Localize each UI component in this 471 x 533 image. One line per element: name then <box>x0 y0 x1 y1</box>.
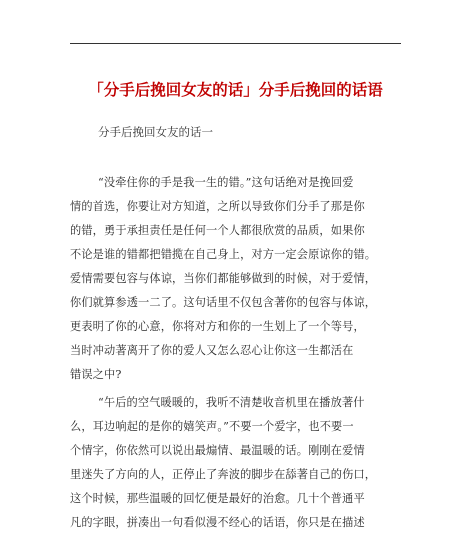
paragraph-line: 凡的字眼，拼凑出一句看似漫不经心的话语，你只是在描述 <box>70 516 365 529</box>
paragraph-line: “没牵住你的手是我一生的错。”这句话绝对是挽回爱 <box>98 176 354 189</box>
paragraph-line: 错误之中? <box>70 368 122 381</box>
page-title: 「分手后挽回女友的话」分手后挽回的话语 <box>88 81 383 99</box>
paragraph-line: 你们就算参透一二了。这句话里不仅包含著你的包容与体谅， <box>70 296 377 309</box>
paragraph-line: 么，耳边响起的是你的嬉笑声。”不要一个爱字，也不要一 <box>70 420 354 433</box>
paragraph-line: 的错，勇于承担责任是任何一个人都很欣赏的品质，如果你 <box>70 224 365 237</box>
paragraph-line: 个情字，你依然可以说出最煽情、最温暖的话。刚刚在爱情 <box>70 444 365 457</box>
paragraph-line: 情的首选，你要让对方知道，之所以导致你们分手了那是你 <box>70 200 365 213</box>
paragraph-line: 不论是谁的错都把错揽在自己身上，对方一定会原谅你的错。 <box>70 248 377 261</box>
paragraph-line: 当时冲动著离开了你的爱人又怎么忍心让你这一生都活在 <box>70 344 354 357</box>
section-subtitle: 分手后挽回女友的话一 <box>98 125 213 139</box>
paragraph-line: “午后的空气暖暖的，我听不清楚收音机里在播放著什 <box>98 396 365 409</box>
paragraph-line: 爱情需要包容与体谅，当你们都能够做到的时候，对于爱情， <box>70 272 377 285</box>
header-rule <box>70 43 401 44</box>
paragraph-line: 这个时候，那些温暖的回忆便是最好的治愈。几十个普通平 <box>70 492 365 505</box>
paragraph-line: 里迷失了方向的人，正停止了奔波的脚步在舔著自己的伤口， <box>70 468 377 481</box>
paragraph-line: 更表明了你的心意，你将对方和你的一生划上了一个等号， <box>70 320 365 333</box>
